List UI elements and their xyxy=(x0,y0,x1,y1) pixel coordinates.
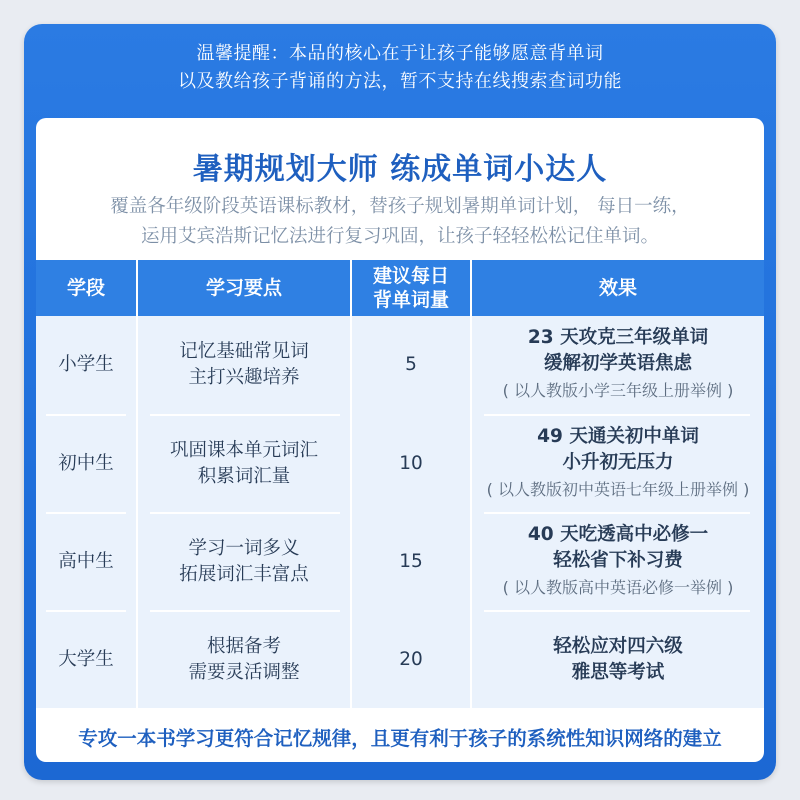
subtitle-line-2: 运用艾宾浩斯记忆法进行复习巩固，让孩子轻轻松松记住单词。 xyxy=(140,226,659,247)
row-3-effect-line-1: 40 天吃透高中必修一 xyxy=(527,524,709,545)
notice-banner xyxy=(24,40,776,96)
row-4-effect xyxy=(472,612,764,708)
row-3-effect xyxy=(472,514,764,610)
row-2-points-line-2: 积累词汇量 xyxy=(197,466,291,487)
row-1-daily: 5 xyxy=(405,354,417,375)
row-3-effect-note: ( 以人教版高中英语必修一举例 ) xyxy=(502,578,734,597)
promo-card xyxy=(24,24,776,780)
row-2-daily: 10 xyxy=(399,453,423,474)
header-daily xyxy=(352,260,470,316)
row-2-effect xyxy=(472,416,764,512)
row-2-points xyxy=(138,416,350,512)
row-1-effect xyxy=(472,316,764,414)
content-panel xyxy=(36,118,764,762)
notice-line-1: 温馨提醒：本品的核心在于让孩子能够愿意背单词 xyxy=(196,43,604,64)
row-3-points-line-2: 拓展词汇丰富点 xyxy=(179,564,309,585)
row-1-stage: 小学生 xyxy=(58,354,114,375)
row-1-points-line-2: 主打兴趣培养 xyxy=(188,367,300,388)
page-title: 暑期规划大师 练成单词小达人 xyxy=(192,152,608,187)
row-3-daily: 15 xyxy=(399,551,423,572)
row-2-effect-line-1: 49 天通关初中单词 xyxy=(537,426,699,447)
row-1-effect-line-1: 23 天攻克三年级单词 xyxy=(527,327,709,348)
subtitle-line-1: 覆盖各年级阶段英语课标教材，替孩子规划暑期单词计划， 每日一练， xyxy=(110,196,690,217)
notice-line-2: 以及教给孩子背诵的方法，暂不支持在线搜索查词功能 xyxy=(178,71,622,92)
row-1-points-line-1: 记忆基础常见词 xyxy=(179,341,309,362)
page-subtitle xyxy=(36,192,764,252)
row-4-effect-line-2: 雅思等考试 xyxy=(571,662,665,683)
header-stage: 学段 xyxy=(66,277,105,299)
row-4-daily: 20 xyxy=(399,649,423,670)
header-daily-line-2: 背单词量 xyxy=(372,289,449,311)
footer-slogan: 专攻一本书学习更符合记忆规律，且更有利于孩子的系统性知识网络的建立 xyxy=(78,727,722,750)
row-2-points-line-1: 巩固课本单元词汇 xyxy=(169,440,318,461)
row-4-points xyxy=(138,612,350,708)
row-3-points-line-1: 学习一词多义 xyxy=(188,538,300,559)
row-4-points-line-2: 需要灵活调整 xyxy=(188,662,300,683)
header-daily-line-1: 建议每日 xyxy=(372,265,449,287)
row-3-stage: 高中生 xyxy=(58,551,114,572)
row-4-points-line-1: 根据备考 xyxy=(206,636,281,657)
row-1-effect-note: ( 以人教版小学三年级上册举例 ) xyxy=(502,381,734,400)
header-effect: 效果 xyxy=(598,277,637,299)
row-1-points xyxy=(138,316,350,414)
row-2-effect-note: ( 以人教版初中英语七年级上册举例 ) xyxy=(486,480,750,499)
row-2-effect-line-2: 小升初无压力 xyxy=(562,452,674,473)
row-2-stage: 初中生 xyxy=(58,453,114,474)
row-4-stage: 大学生 xyxy=(58,649,114,670)
row-1-effect-line-2: 缓解初学英语焦虑 xyxy=(543,353,692,374)
row-3-effect-line-2: 轻松省下补习费 xyxy=(553,550,683,571)
table-header xyxy=(36,260,764,316)
row-3-points xyxy=(138,514,350,610)
row-4-effect-line-1: 轻松应对四六级 xyxy=(553,636,683,657)
header-points: 学习要点 xyxy=(205,277,282,299)
study-plan-table xyxy=(36,260,764,708)
